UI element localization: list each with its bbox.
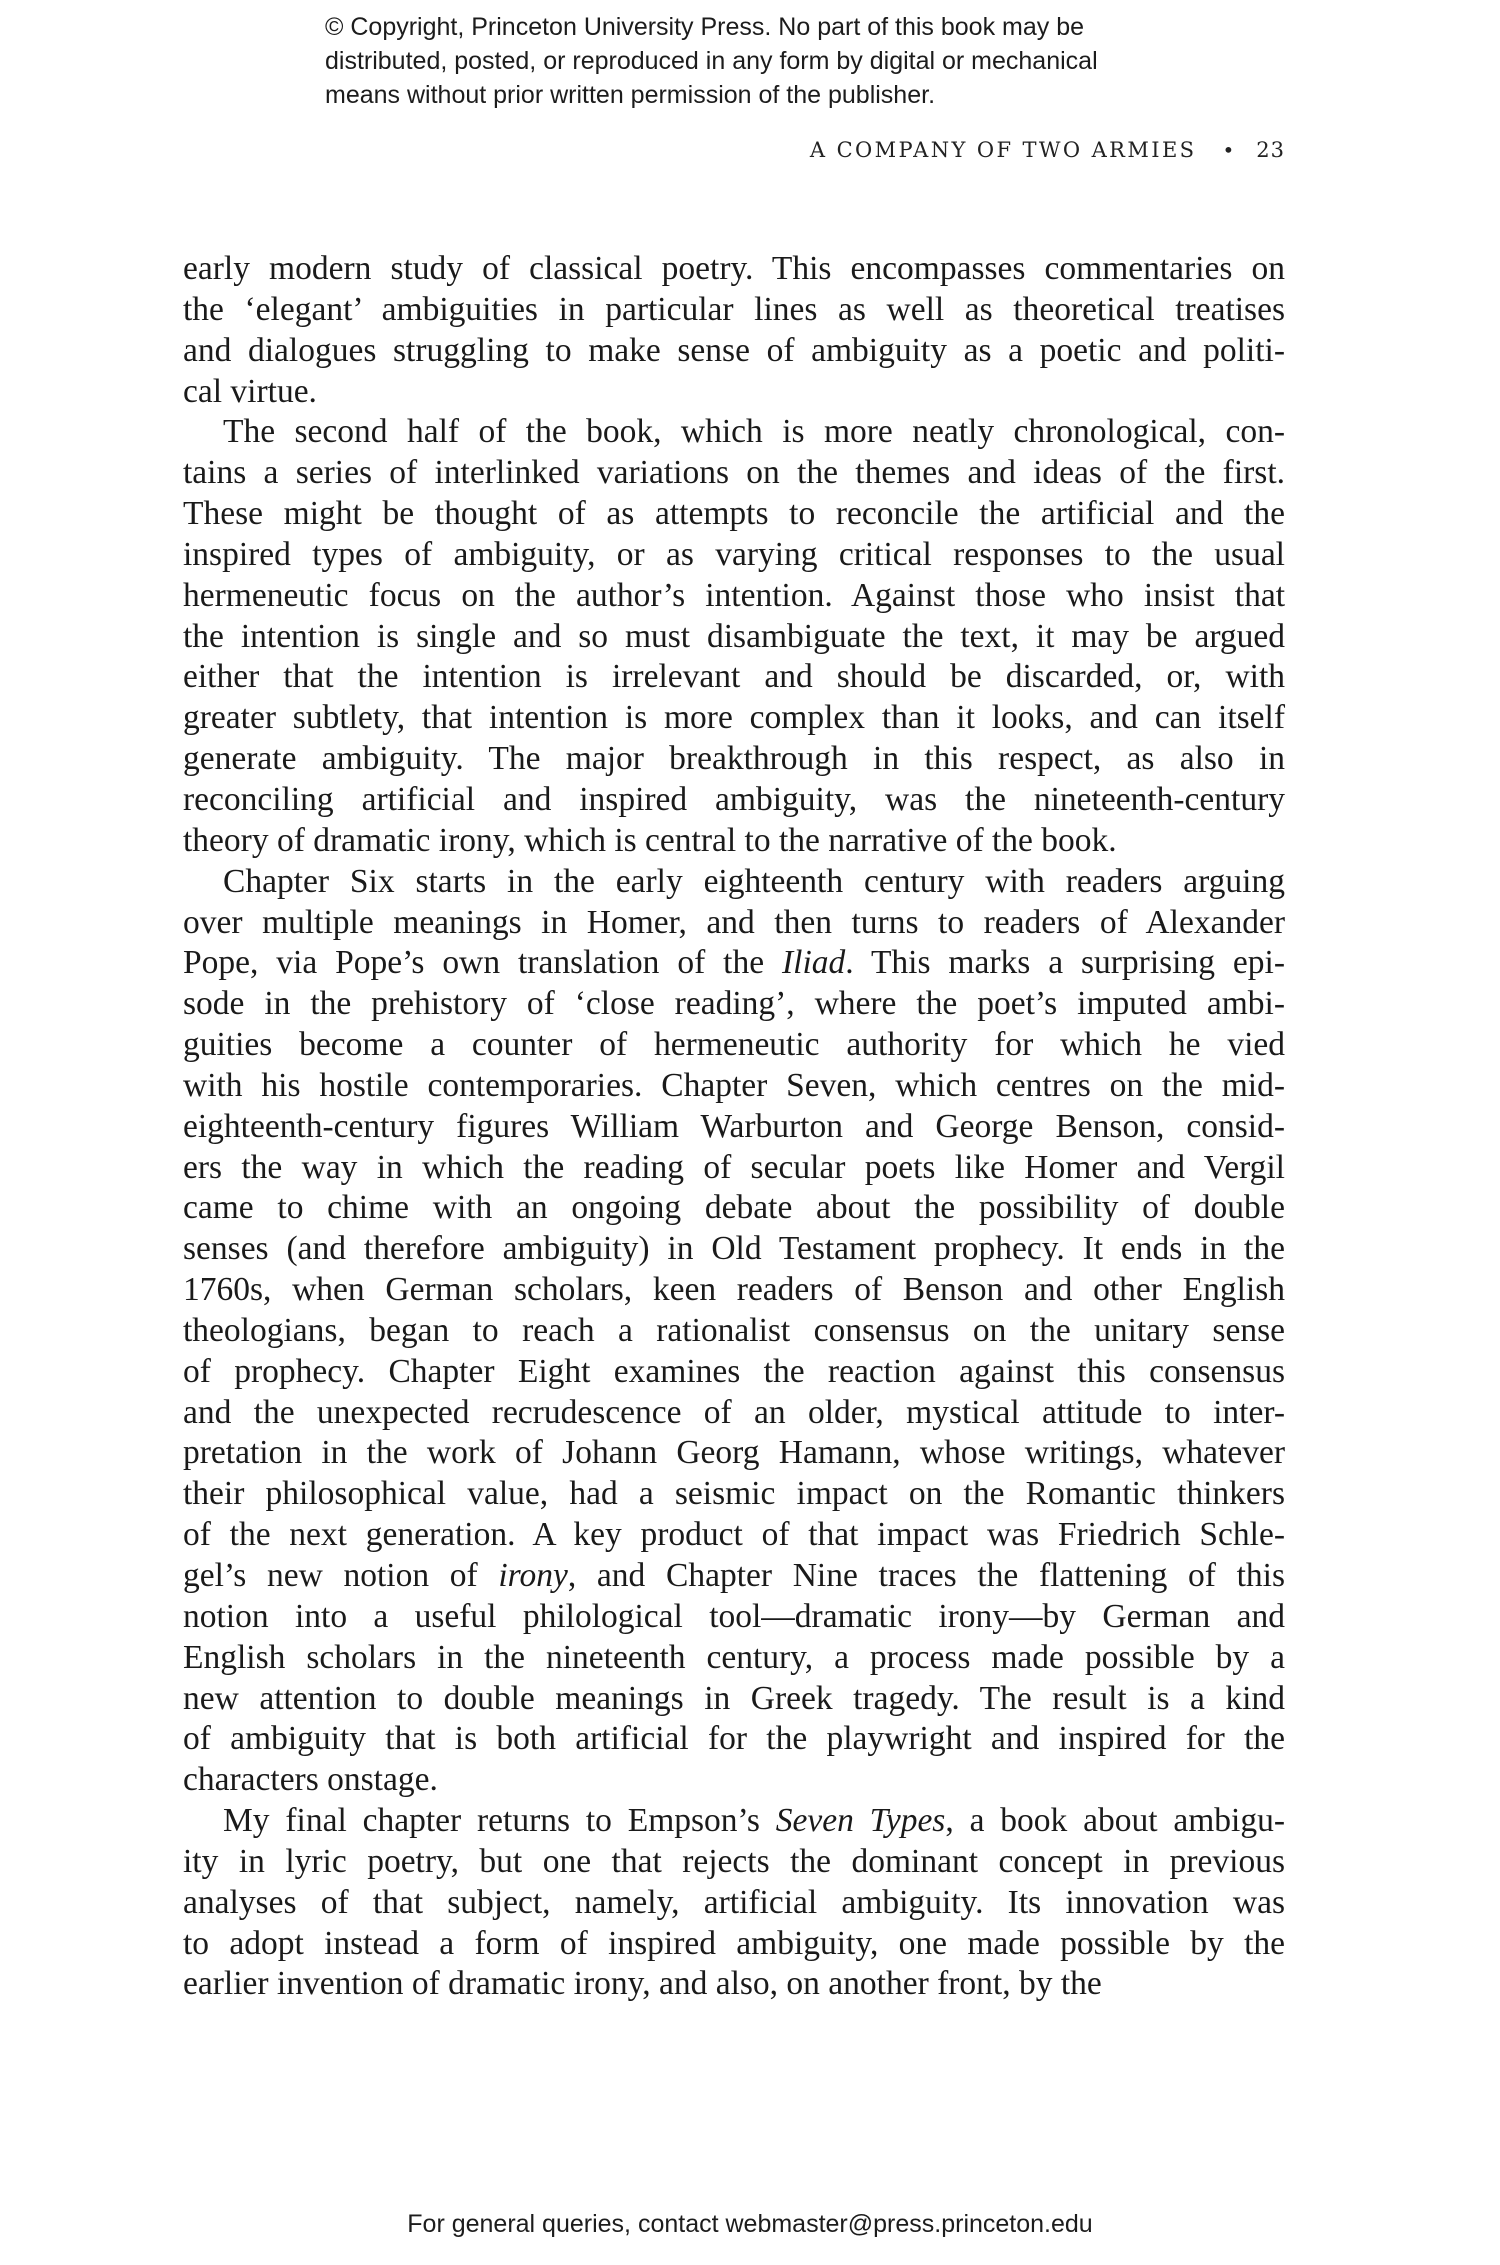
text-line: to adopt instead a form of inspired ambiguity, one made possible by the: [183, 1924, 1285, 1962]
text-line: English scholars in the nineteenth century, a process made possible by a: [183, 1638, 1285, 1676]
text-line: with his hostile contemporaries. Chapter Seven, which centres on the mid-: [183, 1066, 1285, 1104]
text-line: Pope, via Pope’s own translation of the Iliad. This marks a surprising epi-: [183, 944, 1285, 982]
text-line: ers the way in which the reading of secular poets like Homer and Vergil: [183, 1148, 1285, 1186]
copyright-line: distributed, posted, or reproduced in any form by digital or mechanical: [325, 47, 1098, 75]
text-line: My final chapter returns to Empson’s Seven Types, a book about ambigu-: [223, 1802, 1286, 1840]
text-line: generate ambiguity. The major breakthrough in this respect, as also in: [183, 740, 1285, 778]
text-line: reconciling artificial and inspired ambiguity, was the nineteenth-century: [183, 780, 1285, 818]
text-line: The second half of the book, which is more neatly chronological, con-: [223, 413, 1285, 451]
italic-title: irony: [498, 1557, 568, 1594]
text-line: Chapter Six starts in the early eighteenth century with readers arguing: [223, 862, 1285, 900]
text-line: of prophecy. Chapter Eight examines the reaction against this consensus: [183, 1352, 1285, 1390]
text-line: theologians, began to reach a rationalist consensus on the unitary sense: [183, 1311, 1285, 1349]
text-line: early modern study of classical poetry. This encompasses commentaries on: [183, 250, 1285, 287]
running-head-title: A COMPANY OF TWO ARMIES: [809, 138, 1197, 162]
text-line: gel’s new notion of irony, and Chapter Nine traces the flattening of this: [183, 1557, 1286, 1594]
text-line: analyses of that subject, namely, artificial ambiguity. Its innovation was: [183, 1883, 1285, 1921]
text-line: either that the intention is irrelevant and should be discarded, or, with: [183, 658, 1285, 696]
text-line: 1760s, when German scholars, keen readers of Benson and other English: [183, 1271, 1285, 1309]
text-line: notion into a useful philological tool—dramatic irony—by German and: [183, 1597, 1285, 1635]
footer-contact: For general queries, contact webmaster@press.princeton.edu: [407, 2210, 1093, 2238]
text-line: earlier invention of dramatic irony, and also, on another front, by the: [183, 1965, 1102, 2003]
text-line: theory of dramatic irony, which is central to the narrative of the book.: [183, 821, 1117, 859]
copyright-notice: [325, 10, 1225, 112]
paragraph: [183, 412, 1285, 861]
text-line: senses (and therefore ambiguity) in Old Testament prophecy. It ends in the: [183, 1230, 1285, 1268]
paragraph: [183, 1801, 1285, 2005]
bullet-separator-icon: •: [1222, 138, 1235, 162]
text-line: and dialogues struggling to make sense of ambiguity as a poetic and politi-: [183, 331, 1285, 369]
text-line: and the unexpected recrudescence of an older, mystical attitude to inter-: [183, 1393, 1285, 1431]
text-line: guities become a counter of hermeneutic authority for which he vied: [183, 1026, 1285, 1064]
text-line: hermeneutic focus on the author’s intention. Against those who insist that: [183, 576, 1285, 614]
text-line: of ambiguity that is both artificial for the playwright and inspired for the: [183, 1720, 1285, 1758]
text-line: greater subtlety, that intention is more complex than it looks, and can itself: [183, 699, 1285, 737]
copyright-line: © Copyright, Princeton University Press. No part of this book may be: [325, 13, 1085, 41]
text-line: the intention is single and so must disambiguate the text, it may be argued: [183, 617, 1285, 655]
text-line: of the next generation. A key product of that impact was Friedrich Schle-: [183, 1516, 1285, 1554]
text-line: inspired types of ambiguity, or as varying critical responses to the usual: [183, 535, 1285, 573]
text-line: tains a series of interlinked variations on the themes and ideas of the first.: [183, 454, 1285, 492]
text-line: sode in the prehistory of ‘close reading’, where the poet’s imputed ambi-: [183, 985, 1285, 1023]
text-line: cal virtue.: [183, 372, 317, 410]
text-line: eighteenth-century figures William Warburton and George Benson, consid-: [183, 1107, 1285, 1145]
text-line: came to chime with an ongoing debate about the possibility of double: [183, 1189, 1285, 1227]
body-text: [183, 249, 1285, 2005]
running-head: [810, 138, 1285, 162]
page-number: 23: [1256, 138, 1285, 162]
text-line: over multiple meanings in Homer, and then turns to readers of Alexander: [183, 903, 1285, 941]
italic-title: Iliad: [781, 944, 846, 982]
italic-title: Seven Types: [775, 1802, 946, 1840]
copyright-line: means without prior written permission of the publisher.: [325, 81, 936, 109]
text-line: These might be thought of as attempts to reconcile the artificial and the: [183, 495, 1285, 533]
text-line: the ‘elegant’ ambiguities in particular lines as well as theoretical treatises: [183, 290, 1285, 328]
text-line: characters onstage.: [183, 1761, 438, 1799]
text-line: ity in lyric poetry, but one that rejects the dominant concept in previous: [183, 1842, 1285, 1880]
text-line: their philosophical value, had a seismic impact on the Romantic thinkers: [183, 1475, 1285, 1513]
paragraph: [183, 249, 1285, 412]
text-line: pretation in the work of Johann Georg Hamann, whose writings, whatever: [183, 1434, 1285, 1472]
paragraph: [183, 862, 1285, 1801]
text-line: new attention to double meanings in Greek tragedy. The result is a kind: [183, 1679, 1285, 1717]
